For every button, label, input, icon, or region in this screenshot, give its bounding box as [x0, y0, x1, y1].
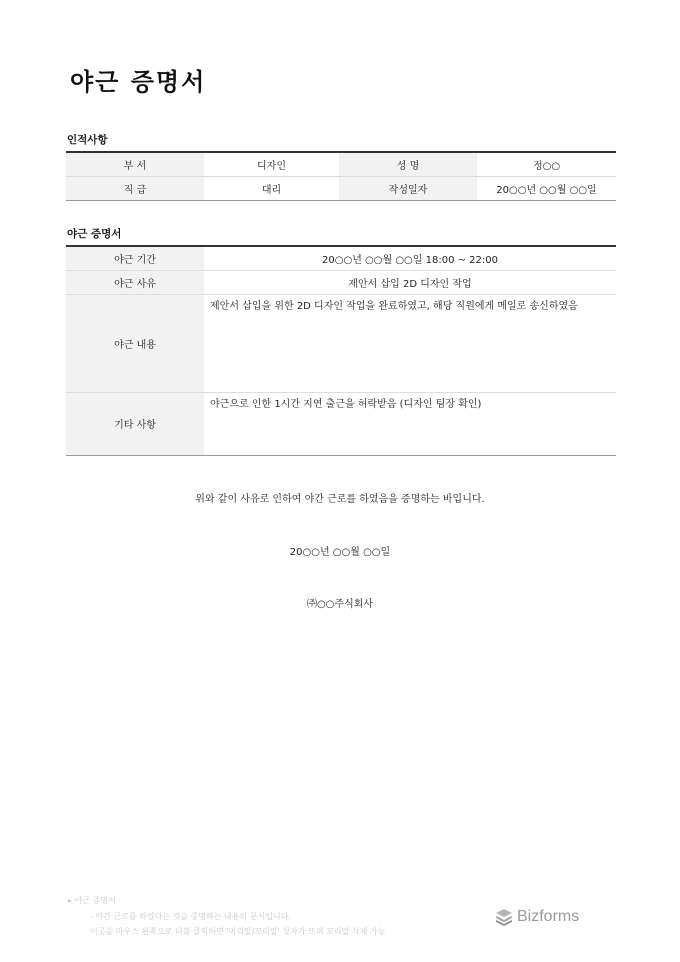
- document-title: 야근 증명서: [70, 68, 207, 96]
- reason-value: 제안서 삽입 2D 디자인 작업: [204, 270, 616, 294]
- content-label: 야근 내용: [66, 294, 204, 392]
- table-row: [66, 270, 616, 294]
- table-row: [66, 176, 616, 200]
- company-name: ㈜○○주식회사: [306, 599, 374, 610]
- footer-hint: 이곳을 마우스 왼쪽으로 더블 클릭하면 '머리말/꼬리말' 상자가 뜨며 꼬리말 삭제 가능: [90, 927, 386, 936]
- position-value: 대리: [204, 176, 339, 200]
- department-label: 부 서: [66, 152, 204, 176]
- period-label: 야근 기간: [66, 246, 204, 270]
- overtime-table: [66, 245, 616, 456]
- footer-title: ▸ 야근 증명서: [68, 896, 116, 905]
- footer-description: - 야간 근로를 하였다는 것을 증명하는 내용의 문서입니다.: [90, 912, 291, 921]
- content-value: 제안서 삽입을 위한 2D 디자인 작업을 완료하였고, 해당 직원에게 메일로 송신하였음: [204, 294, 616, 392]
- position-label: 직 급: [66, 176, 204, 200]
- personal-section-label: 인적사항: [67, 134, 108, 146]
- table-row: [66, 246, 616, 270]
- certification-statement: 위와 같이 사유로 인하여 야간 근로를 하였음을 증명하는 바입니다.: [195, 494, 485, 505]
- department-value: 디자인: [257, 160, 286, 172]
- personal-info-table: [66, 151, 616, 201]
- bizforms-logo-icon: [495, 908, 513, 926]
- table-row: [66, 152, 616, 176]
- name-value: 정○○: [532, 160, 561, 172]
- name-label: 성 명: [339, 152, 477, 176]
- certificate-section-label: 야근 증명서: [67, 228, 122, 240]
- written-date-label: 작성일자: [339, 176, 477, 200]
- logo-text: Bizforms: [517, 908, 580, 925]
- issue-date: 20○○년 ○○월 ○○일: [289, 547, 391, 558]
- period-value: 20○○년 ○○월 ○○일 18:00 ~ 22:00: [322, 254, 498, 266]
- reason-label: 야근 사유: [66, 270, 204, 294]
- table-row: [66, 392, 616, 455]
- table-row: [66, 294, 616, 392]
- etc-label: 기타 사항: [66, 392, 204, 455]
- bizforms-logo: [495, 908, 579, 926]
- etc-value: 야근으로 인한 1시간 지연 출근을 허락받음 (디자인 팀장 확인): [204, 392, 616, 455]
- written-date-value: 20○○년 ○○월 ○○일: [477, 176, 616, 200]
